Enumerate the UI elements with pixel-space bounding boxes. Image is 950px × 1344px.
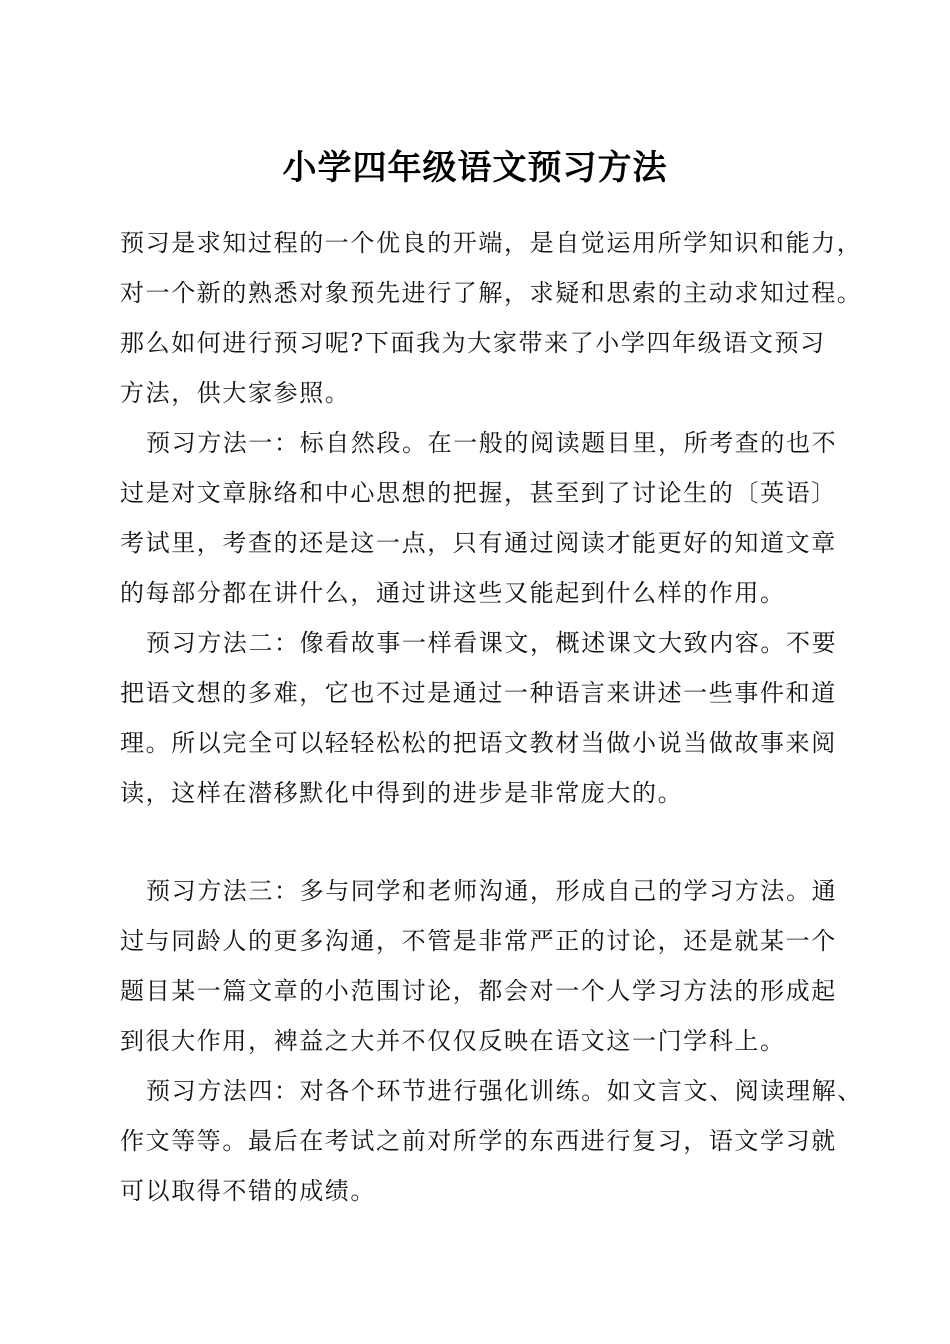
text-line: 那么如何进行预习呢?下面我为大家带来了小学四年级语文预习 <box>120 329 826 357</box>
text-line: 预习方法三：多与同学和老师沟通，形成自己的学习方法。通 <box>146 877 838 905</box>
text-line: 预习是求知过程的一个优良的开端，是自觉运用所学知识和能力， <box>120 229 863 257</box>
text-line: 过与同龄人的更多沟通，不管是非常严正的讨论，还是就某一个 <box>120 927 837 955</box>
text-line: 预习方法一：标自然段。在一般的阅读题目里，所考查的也不 <box>146 429 838 457</box>
text-line: 过是对文章脉络和中心思想的把握，甚至到了讨论生的〔英语〕 <box>120 479 837 507</box>
text-line: 考试里，考查的还是这一点，只有通过阅读才能更好的知道文章 <box>120 529 837 557</box>
text-line: 预习方法四：对各个环节进行强化训练。如文言文、阅读理解、 <box>146 1077 863 1105</box>
text-line: 理。所以完全可以轻轻松松的把语文教材当做小说当做故事来阅 <box>120 729 837 757</box>
text-line: 可以取得不错的成绩。 <box>120 1177 376 1205</box>
text-line: 把语文想的多难，它也不过是通过一种语言来讲述一些事件和道 <box>120 679 837 707</box>
text-line: 预习方法二：像看故事一样看课文，概述课文大致内容。不要 <box>146 629 838 657</box>
text-line: 读，这样在潜移默化中得到的进步是非常庞大的。 <box>120 779 684 807</box>
text-line: 题目某一篇文章的小范围讨论，都会对一个人学习方法的形成起 <box>120 977 837 1005</box>
text-line: 对一个新的熟悉对象预先进行了解，求疑和思索的主动求知过程。 <box>120 279 863 307</box>
text-line: 的每部分都在讲什么，通过讲这些又能起到什么样的作用。 <box>120 579 786 607</box>
text-line: 作文等等。最后在考试之前对所学的东西进行复习，语文学习就 <box>120 1127 837 1155</box>
document-title: 小学四年级语文预习方法 <box>282 148 668 188</box>
text-line: 到很大作用，裨益之大并不仅仅反映在语文这一门学科上。 <box>120 1027 786 1055</box>
text-line: 方法，供大家参照。 <box>120 379 351 407</box>
